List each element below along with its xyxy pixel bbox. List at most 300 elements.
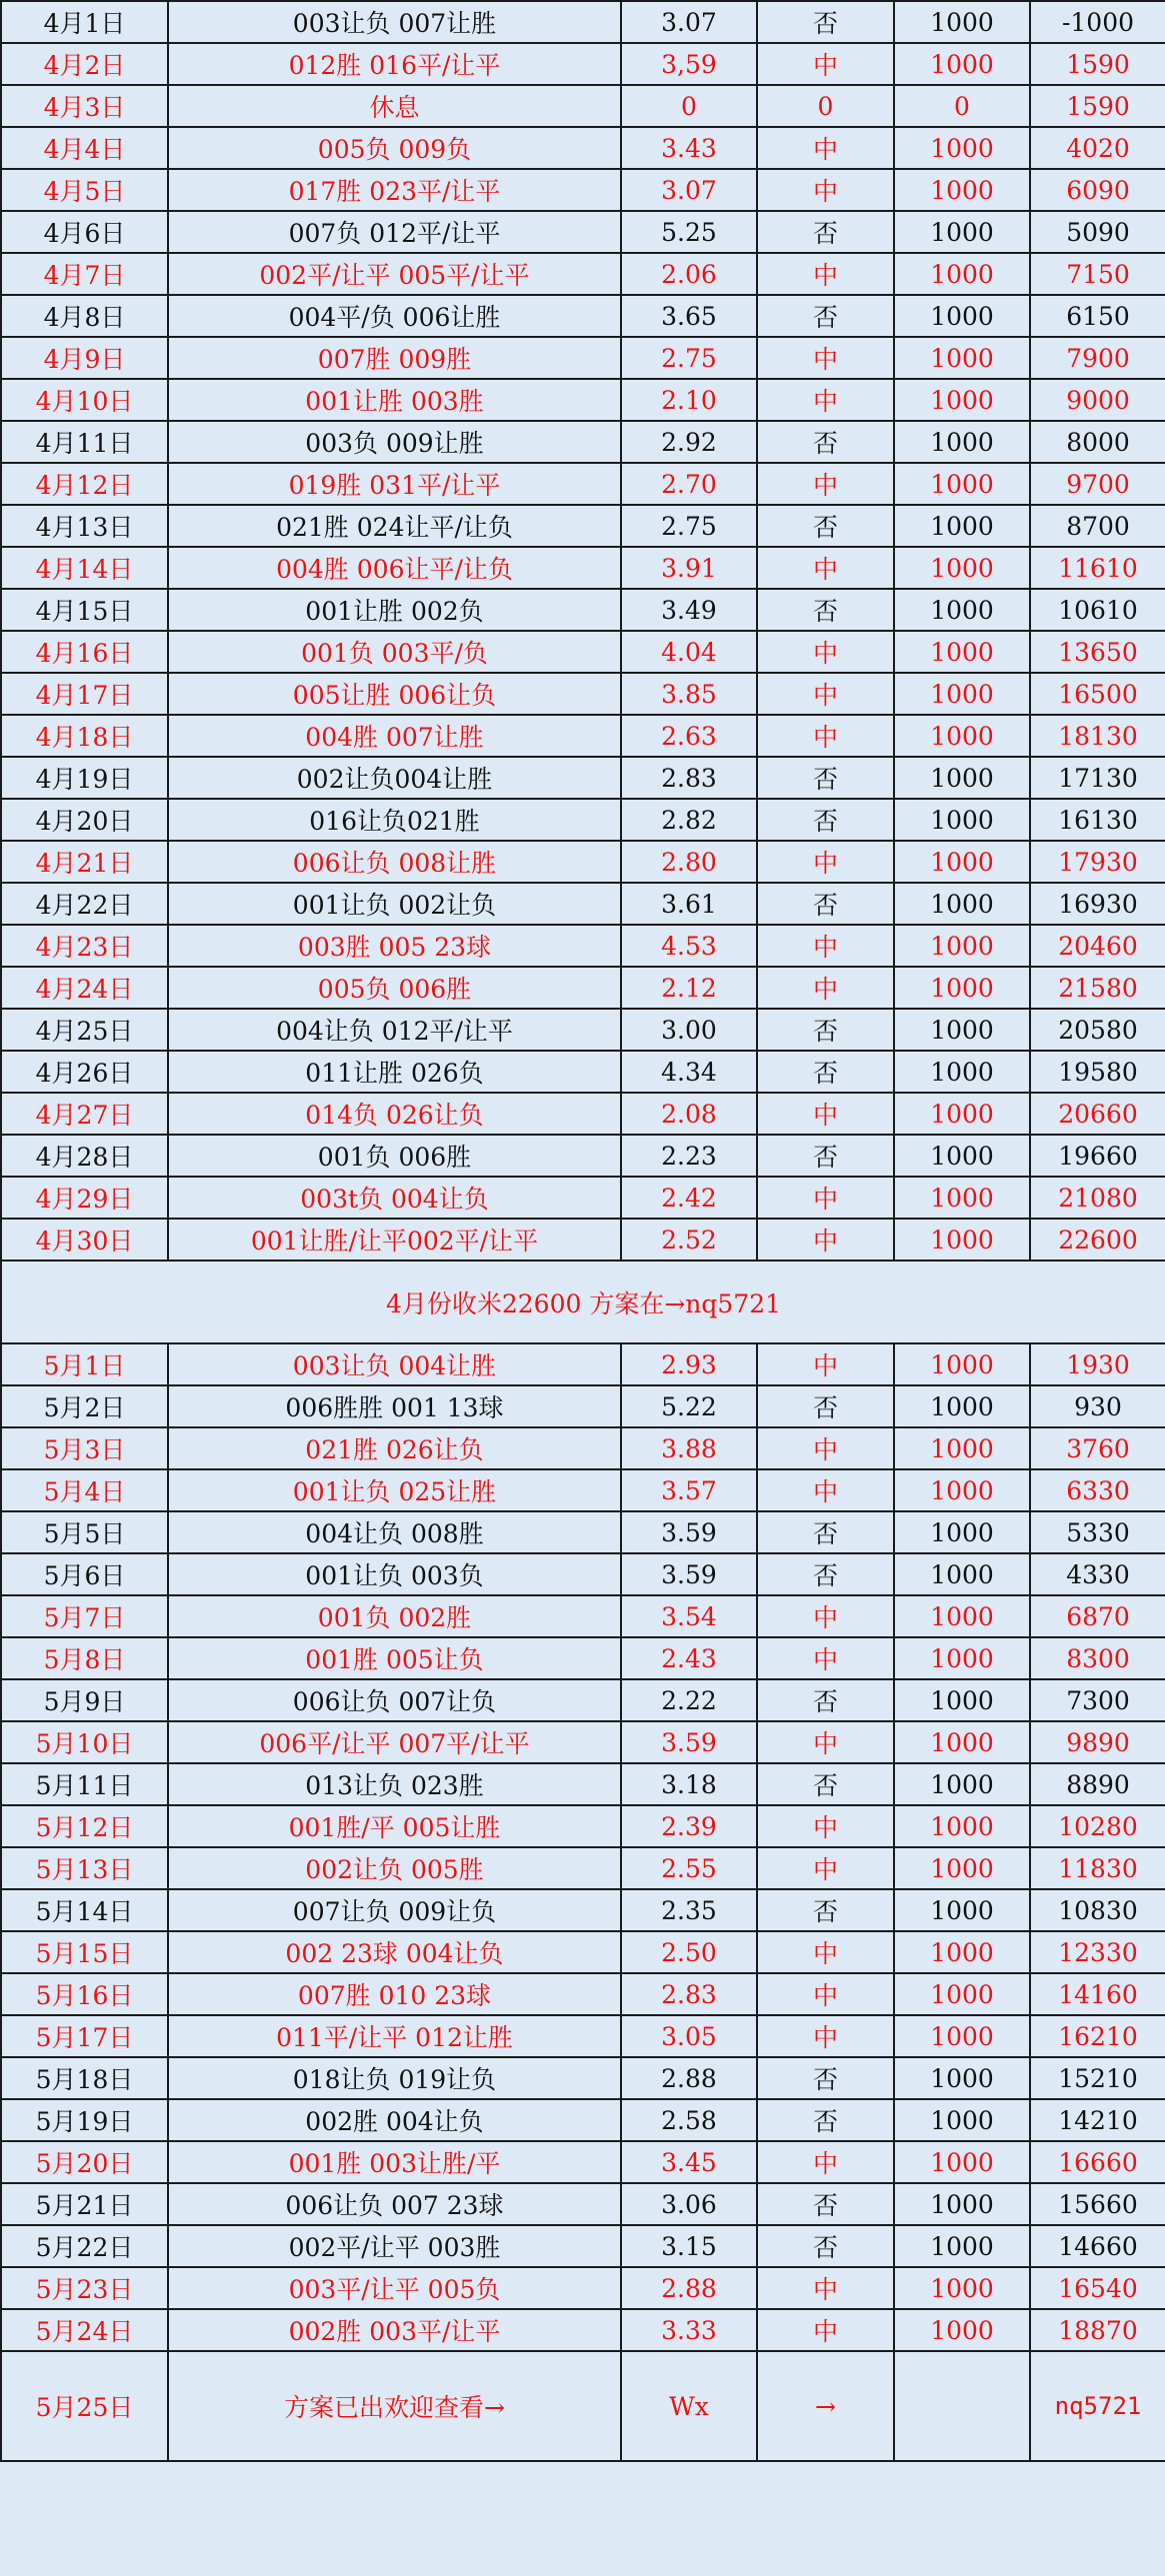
picks-cell: 004胜 006让平/让负	[168, 547, 621, 589]
total-cell: 11610	[1030, 547, 1165, 589]
picks-cell: 003让负 004让胜	[168, 1343, 621, 1385]
total-cell: 8000	[1030, 421, 1165, 463]
date-cell: 5月24日	[1, 2309, 168, 2351]
table-row	[1, 1343, 1165, 1385]
table-row	[1, 925, 1165, 967]
picks-cell: 001胜 003让胜/平	[168, 2141, 621, 2183]
hit-cell: 否	[757, 505, 894, 547]
hit-cell: 否	[757, 1135, 894, 1177]
picks-cell: 002让负 005胜	[168, 1847, 621, 1889]
stake-cell: 1000	[894, 1763, 1030, 1805]
hit-cell: 否	[757, 211, 894, 253]
stake-cell: 1000	[894, 2057, 1030, 2099]
date-cell: 4月29日	[1, 1177, 168, 1219]
stake-cell: 1000	[894, 1051, 1030, 1093]
date-cell: 4月28日	[1, 1135, 168, 1177]
total-cell: 19580	[1030, 1051, 1165, 1093]
stake-cell: 1000	[894, 925, 1030, 967]
table-row	[1, 1721, 1165, 1763]
picks-cell: 019胜 031平/让平	[168, 463, 621, 505]
total-cell: 12330	[1030, 1931, 1165, 1973]
stake-cell: 1000	[894, 43, 1030, 85]
date-cell: 4月27日	[1, 1093, 168, 1135]
total-cell: 11830	[1030, 1847, 1165, 1889]
total-cell: 16930	[1030, 883, 1165, 925]
total-cell: 5090	[1030, 211, 1165, 253]
date-cell: 5月21日	[1, 2183, 168, 2225]
date-cell: 5月3日	[1, 1427, 168, 1469]
total-cell: 13650	[1030, 631, 1165, 673]
table-row	[1, 799, 1165, 841]
stake-cell: 1000	[894, 1511, 1030, 1553]
table-row	[1, 2309, 1165, 2351]
final-section	[1, 2351, 1165, 2461]
table-row	[1, 2015, 1165, 2057]
odds-cell: 3,59	[621, 43, 757, 85]
odds-cell: 2.50	[621, 1931, 757, 1973]
odds-cell: 3.00	[621, 1009, 757, 1051]
table-row	[1, 2183, 1165, 2225]
table-row	[1, 505, 1165, 547]
date-cell: 5月20日	[1, 2141, 168, 2183]
picks-cell: 004平/负 006让胜	[168, 295, 621, 337]
odds-cell: 2.52	[621, 1219, 757, 1261]
total-cell: 18870	[1030, 2309, 1165, 2351]
odds-cell: 2.23	[621, 1135, 757, 1177]
total-cell: 20580	[1030, 1009, 1165, 1051]
hit-cell: 中	[757, 1805, 894, 1847]
odds-cell: 2.39	[621, 1805, 757, 1847]
summary-section	[1, 1261, 1165, 1343]
table-row	[1, 1051, 1165, 1093]
date-cell: 4月26日	[1, 1051, 168, 1093]
date-cell: 5月7日	[1, 1595, 168, 1637]
odds-cell: 3.59	[621, 1511, 757, 1553]
date-cell: 5月10日	[1, 1721, 168, 1763]
stake-cell: 1000	[894, 841, 1030, 883]
picks-cell: 003t负 004让负	[168, 1177, 621, 1219]
odds-cell: 3.57	[621, 1469, 757, 1511]
odds-cell: 2.42	[621, 1177, 757, 1219]
odds-cell: 2.75	[621, 505, 757, 547]
date-cell: 4月21日	[1, 841, 168, 883]
hit-cell: 否	[757, 1679, 894, 1721]
hit-cell: 否	[757, 1051, 894, 1093]
picks-cell: 021胜 026让负	[168, 1427, 621, 1469]
picks-cell: 001让胜/让平002平/让平	[168, 1219, 621, 1261]
hit-cell: 否	[757, 799, 894, 841]
stake-cell: 1000	[894, 211, 1030, 253]
hit-cell: 中	[757, 2309, 894, 2351]
hit-cell: 中	[757, 253, 894, 295]
total-cell: 8300	[1030, 1637, 1165, 1679]
odds-cell: 5.25	[621, 211, 757, 253]
hit-cell: 中	[757, 1721, 894, 1763]
table-row	[1, 1469, 1165, 1511]
final-date: 5月25日	[1, 2351, 168, 2461]
total-cell: 20460	[1030, 925, 1165, 967]
odds-cell: 3.88	[621, 1427, 757, 1469]
hit-cell: 中	[757, 1343, 894, 1385]
hit-cell: 否	[757, 2225, 894, 2267]
table-row	[1, 547, 1165, 589]
date-cell: 4月8日	[1, 295, 168, 337]
total-cell: 16500	[1030, 673, 1165, 715]
table-row	[1, 1931, 1165, 1973]
picks-cell: 002平/让平 003胜	[168, 2225, 621, 2267]
date-cell: 5月18日	[1, 2057, 168, 2099]
stake-cell: 1000	[894, 169, 1030, 211]
total-cell: 1930	[1030, 1343, 1165, 1385]
hit-cell: 0	[757, 85, 894, 127]
hit-cell: 中	[757, 169, 894, 211]
total-cell: 22600	[1030, 1219, 1165, 1261]
table-row	[1, 463, 1165, 505]
hit-cell: 中	[757, 1177, 894, 1219]
stake-cell: 1000	[894, 1219, 1030, 1261]
picks-cell: 016让负021胜	[168, 799, 621, 841]
total-cell: 5330	[1030, 1511, 1165, 1553]
hit-cell: 否	[757, 2099, 894, 2141]
table-row	[1, 1595, 1165, 1637]
total-cell: 15210	[1030, 2057, 1165, 2099]
picks-cell: 003负 009让胜	[168, 421, 621, 463]
total-cell: 8700	[1030, 505, 1165, 547]
total-cell: 930	[1030, 1385, 1165, 1427]
hit-cell: 中	[757, 925, 894, 967]
table-row	[1, 1637, 1165, 1679]
total-cell: 14160	[1030, 1973, 1165, 2015]
stake-cell: 1000	[894, 505, 1030, 547]
stake-cell: 0	[894, 85, 1030, 127]
date-cell: 5月8日	[1, 1637, 168, 1679]
total-cell: 19660	[1030, 1135, 1165, 1177]
table-row	[1, 85, 1165, 127]
summary-row	[1, 1261, 1165, 1343]
final-row	[1, 2351, 1165, 2461]
hit-cell: 中	[757, 715, 894, 757]
odds-cell: 3.54	[621, 1595, 757, 1637]
stake-cell: 1000	[894, 673, 1030, 715]
odds-cell: 3.49	[621, 589, 757, 631]
hit-cell: 中	[757, 1093, 894, 1135]
picks-cell: 003胜 005 23球	[168, 925, 621, 967]
total-cell: 20660	[1030, 1093, 1165, 1135]
table-row	[1, 253, 1165, 295]
date-cell: 5月9日	[1, 1679, 168, 1721]
date-cell: 5月6日	[1, 1553, 168, 1595]
stake-cell: 1000	[894, 1385, 1030, 1427]
hit-cell: 中	[757, 2141, 894, 2183]
odds-cell: 3.91	[621, 547, 757, 589]
stake-cell: 1000	[894, 1889, 1030, 1931]
total-cell: 7150	[1030, 253, 1165, 295]
odds-cell: 4.53	[621, 925, 757, 967]
date-cell: 5月12日	[1, 1805, 168, 1847]
table-row	[1, 1093, 1165, 1135]
date-cell: 5月19日	[1, 2099, 168, 2141]
hit-cell: 中	[757, 337, 894, 379]
odds-cell: 2.83	[621, 757, 757, 799]
table-row	[1, 1763, 1165, 1805]
total-cell: 1590	[1030, 43, 1165, 85]
odds-cell: 3.61	[621, 883, 757, 925]
table-row	[1, 169, 1165, 211]
odds-cell: 3.59	[621, 1553, 757, 1595]
picks-cell: 001让胜 003胜	[168, 379, 621, 421]
hit-cell: 中	[757, 1427, 894, 1469]
date-cell: 5月22日	[1, 2225, 168, 2267]
date-cell: 5月11日	[1, 1763, 168, 1805]
odds-cell: 4.34	[621, 1051, 757, 1093]
odds-cell: 2.12	[621, 967, 757, 1009]
stake-cell: 1000	[894, 1427, 1030, 1469]
table-row	[1, 1679, 1165, 1721]
picks-cell: 003让负 007让胜	[168, 1, 621, 43]
hit-cell: 中	[757, 547, 894, 589]
hit-cell: 否	[757, 1553, 894, 1595]
hit-cell: 否	[757, 1, 894, 43]
total-cell: 9700	[1030, 463, 1165, 505]
date-cell: 4月17日	[1, 673, 168, 715]
picks-cell: 001胜/平 005让胜	[168, 1805, 621, 1847]
picks-cell: 001负 003平/负	[168, 631, 621, 673]
date-cell: 4月6日	[1, 211, 168, 253]
stake-cell: 1000	[894, 1931, 1030, 1973]
stake-cell: 1000	[894, 421, 1030, 463]
hit-cell: 否	[757, 421, 894, 463]
total-cell: 8890	[1030, 1763, 1165, 1805]
picks-cell: 001让胜 002负	[168, 589, 621, 631]
date-cell: 4月3日	[1, 85, 168, 127]
odds-cell: 0	[621, 85, 757, 127]
odds-cell: 2.83	[621, 1973, 757, 2015]
hit-cell: 中	[757, 463, 894, 505]
total-cell: 4330	[1030, 1553, 1165, 1595]
stake-cell: 1000	[894, 463, 1030, 505]
stake-cell: 1000	[894, 1469, 1030, 1511]
total-cell: 10830	[1030, 1889, 1165, 1931]
odds-cell: 3.85	[621, 673, 757, 715]
picks-cell: 001负 002胜	[168, 1595, 621, 1637]
picks-cell: 002平/让平 005平/让平	[168, 253, 621, 295]
total-cell: 6090	[1030, 169, 1165, 211]
stake-cell: 1000	[894, 2267, 1030, 2309]
hit-cell: 中	[757, 1595, 894, 1637]
picks-cell: 001让负 025让胜	[168, 1469, 621, 1511]
odds-cell: 3.33	[621, 2309, 757, 2351]
picks-cell: 006胜胜 001 13球	[168, 1385, 621, 1427]
odds-cell: 2.08	[621, 1093, 757, 1135]
total-cell: 16210	[1030, 2015, 1165, 2057]
table-row	[1, 2099, 1165, 2141]
final-id: nq5721	[1030, 2351, 1165, 2461]
table-row	[1, 1973, 1165, 2015]
odds-cell: 2.06	[621, 253, 757, 295]
odds-cell: 3.45	[621, 2141, 757, 2183]
total-cell: 10610	[1030, 589, 1165, 631]
odds-cell: 2.75	[621, 337, 757, 379]
april-rows	[1, 1, 1165, 1261]
total-cell: 9890	[1030, 1721, 1165, 1763]
table-row	[1, 1135, 1165, 1177]
hit-cell: 否	[757, 1511, 894, 1553]
odds-cell: 3.65	[621, 295, 757, 337]
picks-cell: 012胜 016平/让平	[168, 43, 621, 85]
date-cell: 5月5日	[1, 1511, 168, 1553]
stake-cell: 1000	[894, 631, 1030, 673]
picks-cell: 014负 026让负	[168, 1093, 621, 1135]
total-cell: 16660	[1030, 2141, 1165, 2183]
total-cell: 3760	[1030, 1427, 1165, 1469]
date-cell: 5月13日	[1, 1847, 168, 1889]
final-empty	[894, 2351, 1030, 2461]
stake-cell: 1000	[894, 1135, 1030, 1177]
picks-cell: 007负 012平/让平	[168, 211, 621, 253]
final-text: 方案已出欢迎查看→	[168, 2351, 621, 2461]
table-row	[1, 715, 1165, 757]
total-cell: 16540	[1030, 2267, 1165, 2309]
date-cell: 4月24日	[1, 967, 168, 1009]
picks-cell: 007胜 010 23球	[168, 1973, 621, 2015]
hit-cell: 否	[757, 295, 894, 337]
picks-cell: 006让负 008让胜	[168, 841, 621, 883]
picks-cell: 011平/让平 012让胜	[168, 2015, 621, 2057]
table-row	[1, 2225, 1165, 2267]
hit-cell: 否	[757, 757, 894, 799]
odds-cell: 5.22	[621, 1385, 757, 1427]
total-cell: 4020	[1030, 127, 1165, 169]
picks-cell: 002胜 003平/让平	[168, 2309, 621, 2351]
odds-cell: 3.59	[621, 1721, 757, 1763]
picks-cell: 004让负 012平/让平	[168, 1009, 621, 1051]
picks-cell: 006让负 007 23球	[168, 2183, 621, 2225]
stake-cell: 1000	[894, 589, 1030, 631]
table-row	[1, 2141, 1165, 2183]
hit-cell: 中	[757, 1637, 894, 1679]
odds-cell: 2.22	[621, 1679, 757, 1721]
date-cell: 4月19日	[1, 757, 168, 799]
table-row	[1, 841, 1165, 883]
stake-cell: 1000	[894, 715, 1030, 757]
total-cell: 6330	[1030, 1469, 1165, 1511]
odds-cell: 3.18	[621, 1763, 757, 1805]
odds-cell: 2.92	[621, 421, 757, 463]
date-cell: 5月1日	[1, 1343, 168, 1385]
total-cell: 21580	[1030, 967, 1165, 1009]
total-cell: 16130	[1030, 799, 1165, 841]
stake-cell: 1000	[894, 1805, 1030, 1847]
hit-cell: 中	[757, 1219, 894, 1261]
picks-cell: 007胜 009胜	[168, 337, 621, 379]
date-cell: 4月11日	[1, 421, 168, 463]
date-cell: 4月16日	[1, 631, 168, 673]
table-row	[1, 337, 1165, 379]
odds-cell: 2.63	[621, 715, 757, 757]
table-row	[1, 43, 1165, 85]
stake-cell: 1000	[894, 253, 1030, 295]
picks-cell: 002胜 004让负	[168, 2099, 621, 2141]
date-cell: 5月14日	[1, 1889, 168, 1931]
stake-cell: 1000	[894, 1721, 1030, 1763]
may-rows	[1, 1343, 1165, 2351]
stake-cell: 1000	[894, 1093, 1030, 1135]
date-cell: 5月15日	[1, 1931, 168, 1973]
stake-cell: 1000	[894, 1847, 1030, 1889]
date-cell: 4月20日	[1, 799, 168, 841]
stake-cell: 1000	[894, 1637, 1030, 1679]
date-cell: 4月18日	[1, 715, 168, 757]
stake-cell: 1000	[894, 799, 1030, 841]
picks-cell: 018让负 019让负	[168, 2057, 621, 2099]
picks-cell: 002 23球 004让负	[168, 1931, 621, 1973]
hit-cell: 中	[757, 1931, 894, 1973]
picks-cell: 005负 009负	[168, 127, 621, 169]
odds-cell: 2.10	[621, 379, 757, 421]
date-cell: 4月30日	[1, 1219, 168, 1261]
total-cell: 6150	[1030, 295, 1165, 337]
picks-cell: 003平/让平 005负	[168, 2267, 621, 2309]
table-row	[1, 883, 1165, 925]
hit-cell: 否	[757, 2183, 894, 2225]
picks-cell: 002让负004让胜	[168, 757, 621, 799]
table-row	[1, 1511, 1165, 1553]
odds-cell: 4.04	[621, 631, 757, 673]
stake-cell: 1000	[894, 1009, 1030, 1051]
hit-cell: 否	[757, 1009, 894, 1051]
table-row	[1, 1219, 1165, 1261]
picks-cell: 休息	[168, 85, 621, 127]
odds-cell: 2.58	[621, 2099, 757, 2141]
stake-cell: 1000	[894, 2225, 1030, 2267]
date-cell: 5月4日	[1, 1469, 168, 1511]
table-row	[1, 1385, 1165, 1427]
date-cell: 5月2日	[1, 1385, 168, 1427]
hit-cell: 中	[757, 127, 894, 169]
total-cell: -1000	[1030, 1, 1165, 43]
hit-cell: 否	[757, 1889, 894, 1931]
date-cell: 4月5日	[1, 169, 168, 211]
date-cell: 4月7日	[1, 253, 168, 295]
total-cell: 15660	[1030, 2183, 1165, 2225]
table-row	[1, 1889, 1165, 1931]
odds-cell: 3.07	[621, 169, 757, 211]
table-row	[1, 2267, 1165, 2309]
hit-cell: 中	[757, 43, 894, 85]
picks-cell: 021胜 024让平/让负	[168, 505, 621, 547]
picks-cell: 001让负 002让负	[168, 883, 621, 925]
odds-cell: 2.82	[621, 799, 757, 841]
stake-cell: 1000	[894, 1595, 1030, 1637]
stake-cell: 1000	[894, 295, 1030, 337]
odds-cell: 3.07	[621, 1, 757, 43]
odds-cell: 3.06	[621, 2183, 757, 2225]
total-cell: 21080	[1030, 1177, 1165, 1219]
total-cell: 9000	[1030, 379, 1165, 421]
stake-cell: 1000	[894, 1973, 1030, 2015]
table-row	[1, 295, 1165, 337]
hit-cell: 否	[757, 1763, 894, 1805]
date-cell: 4月9日	[1, 337, 168, 379]
picks-cell: 006让负 007让负	[168, 1679, 621, 1721]
picks-cell: 006平/让平 007平/让平	[168, 1721, 621, 1763]
date-cell: 4月25日	[1, 1009, 168, 1051]
odds-cell: 2.93	[621, 1343, 757, 1385]
odds-cell: 2.43	[621, 1637, 757, 1679]
total-cell: 17130	[1030, 757, 1165, 799]
picks-cell: 004让负 008胜	[168, 1511, 621, 1553]
hit-cell: 中	[757, 631, 894, 673]
